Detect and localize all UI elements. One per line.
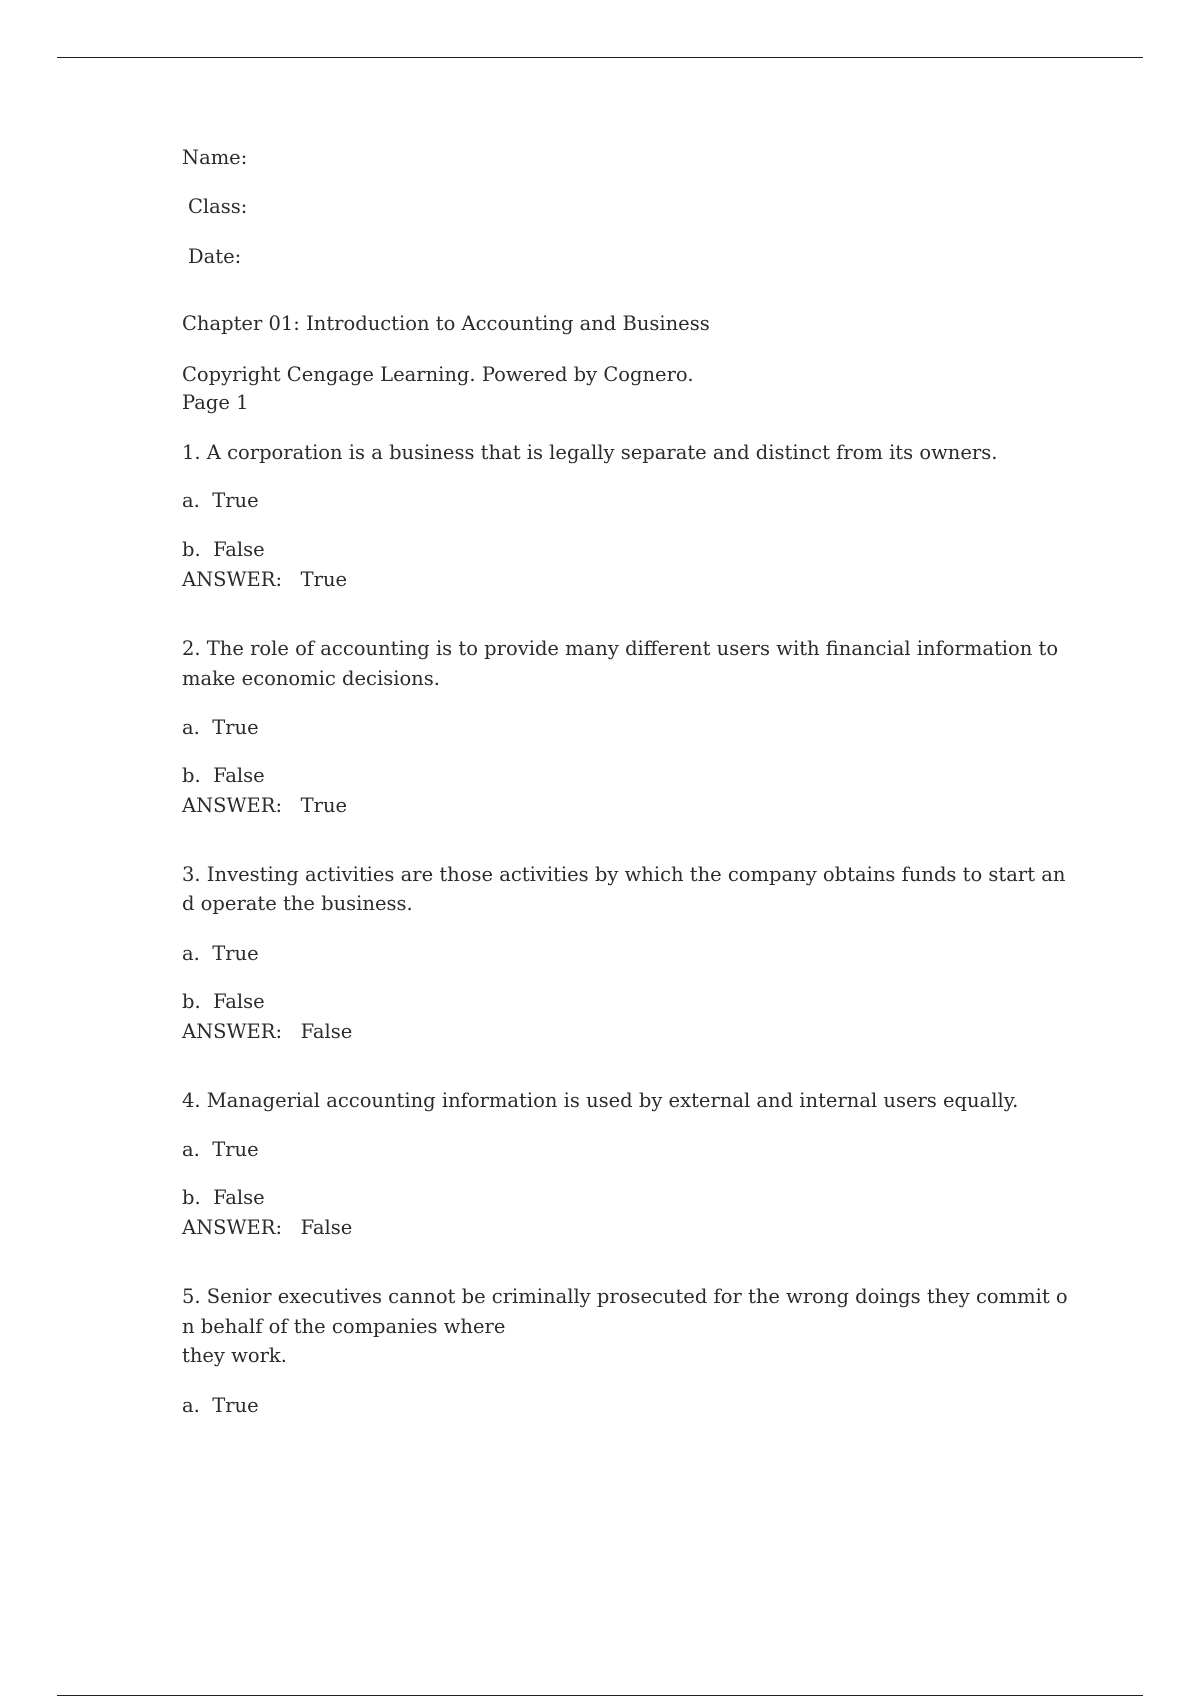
copyright-line: Copyright Cengage Learning. Powered by Cognero.: [182, 363, 694, 386]
question-2-answer: ANSWER: True: [182, 794, 348, 817]
question-4-text: 4. Managerial accounting information is used by external and internal users equally.: [182, 1089, 1019, 1112]
name-label: Name:: [182, 146, 248, 169]
question-5-text-line-3: they work.: [182, 1344, 287, 1367]
top-rule: [57, 57, 1143, 58]
question-4-answer: ANSWER: False: [182, 1216, 353, 1239]
question-1-answer: ANSWER: True: [182, 568, 348, 591]
page-number: Page 1: [182, 391, 249, 414]
question-3-text-line-2: d operate the business.: [182, 892, 413, 915]
question-1-option-b: b. False: [182, 538, 265, 561]
question-2-option-b: b. False: [182, 764, 265, 787]
question-4-option-a: a. True: [182, 1138, 259, 1161]
question-3-option-a: a. True: [182, 942, 259, 965]
bottom-rule: [57, 1695, 1143, 1696]
question-1-text: 1. A corporation is a business that is legally separate and distinct from its owners.: [182, 441, 998, 464]
question-2-option-a: a. True: [182, 716, 259, 739]
question-2-text-line-1: 2. The role of accounting is to provide many different users with financial information to: [182, 637, 1059, 660]
class-label: Class:: [188, 195, 248, 218]
question-5-option-a: a. True: [182, 1394, 259, 1417]
chapter-title: Chapter 01: Introduction to Accounting and Business: [182, 312, 710, 335]
question-3-option-b: b. False: [182, 990, 265, 1013]
question-5-text-line-2: n behalf of the companies where: [182, 1315, 506, 1338]
question-2-text-line-2: make economic decisions.: [182, 667, 440, 690]
question-5-text-line-1: 5. Senior executives cannot be criminally prosecuted for the wrong doings they commit o: [182, 1285, 1068, 1308]
question-4-option-b: b. False: [182, 1186, 265, 1209]
question-3-text-line-1: 3. Investing activities are those activities by which the company obtains funds to start an: [182, 863, 1066, 886]
question-3-answer: ANSWER: False: [182, 1020, 353, 1043]
date-label: Date:: [188, 245, 242, 268]
question-1-option-a: a. True: [182, 489, 259, 512]
